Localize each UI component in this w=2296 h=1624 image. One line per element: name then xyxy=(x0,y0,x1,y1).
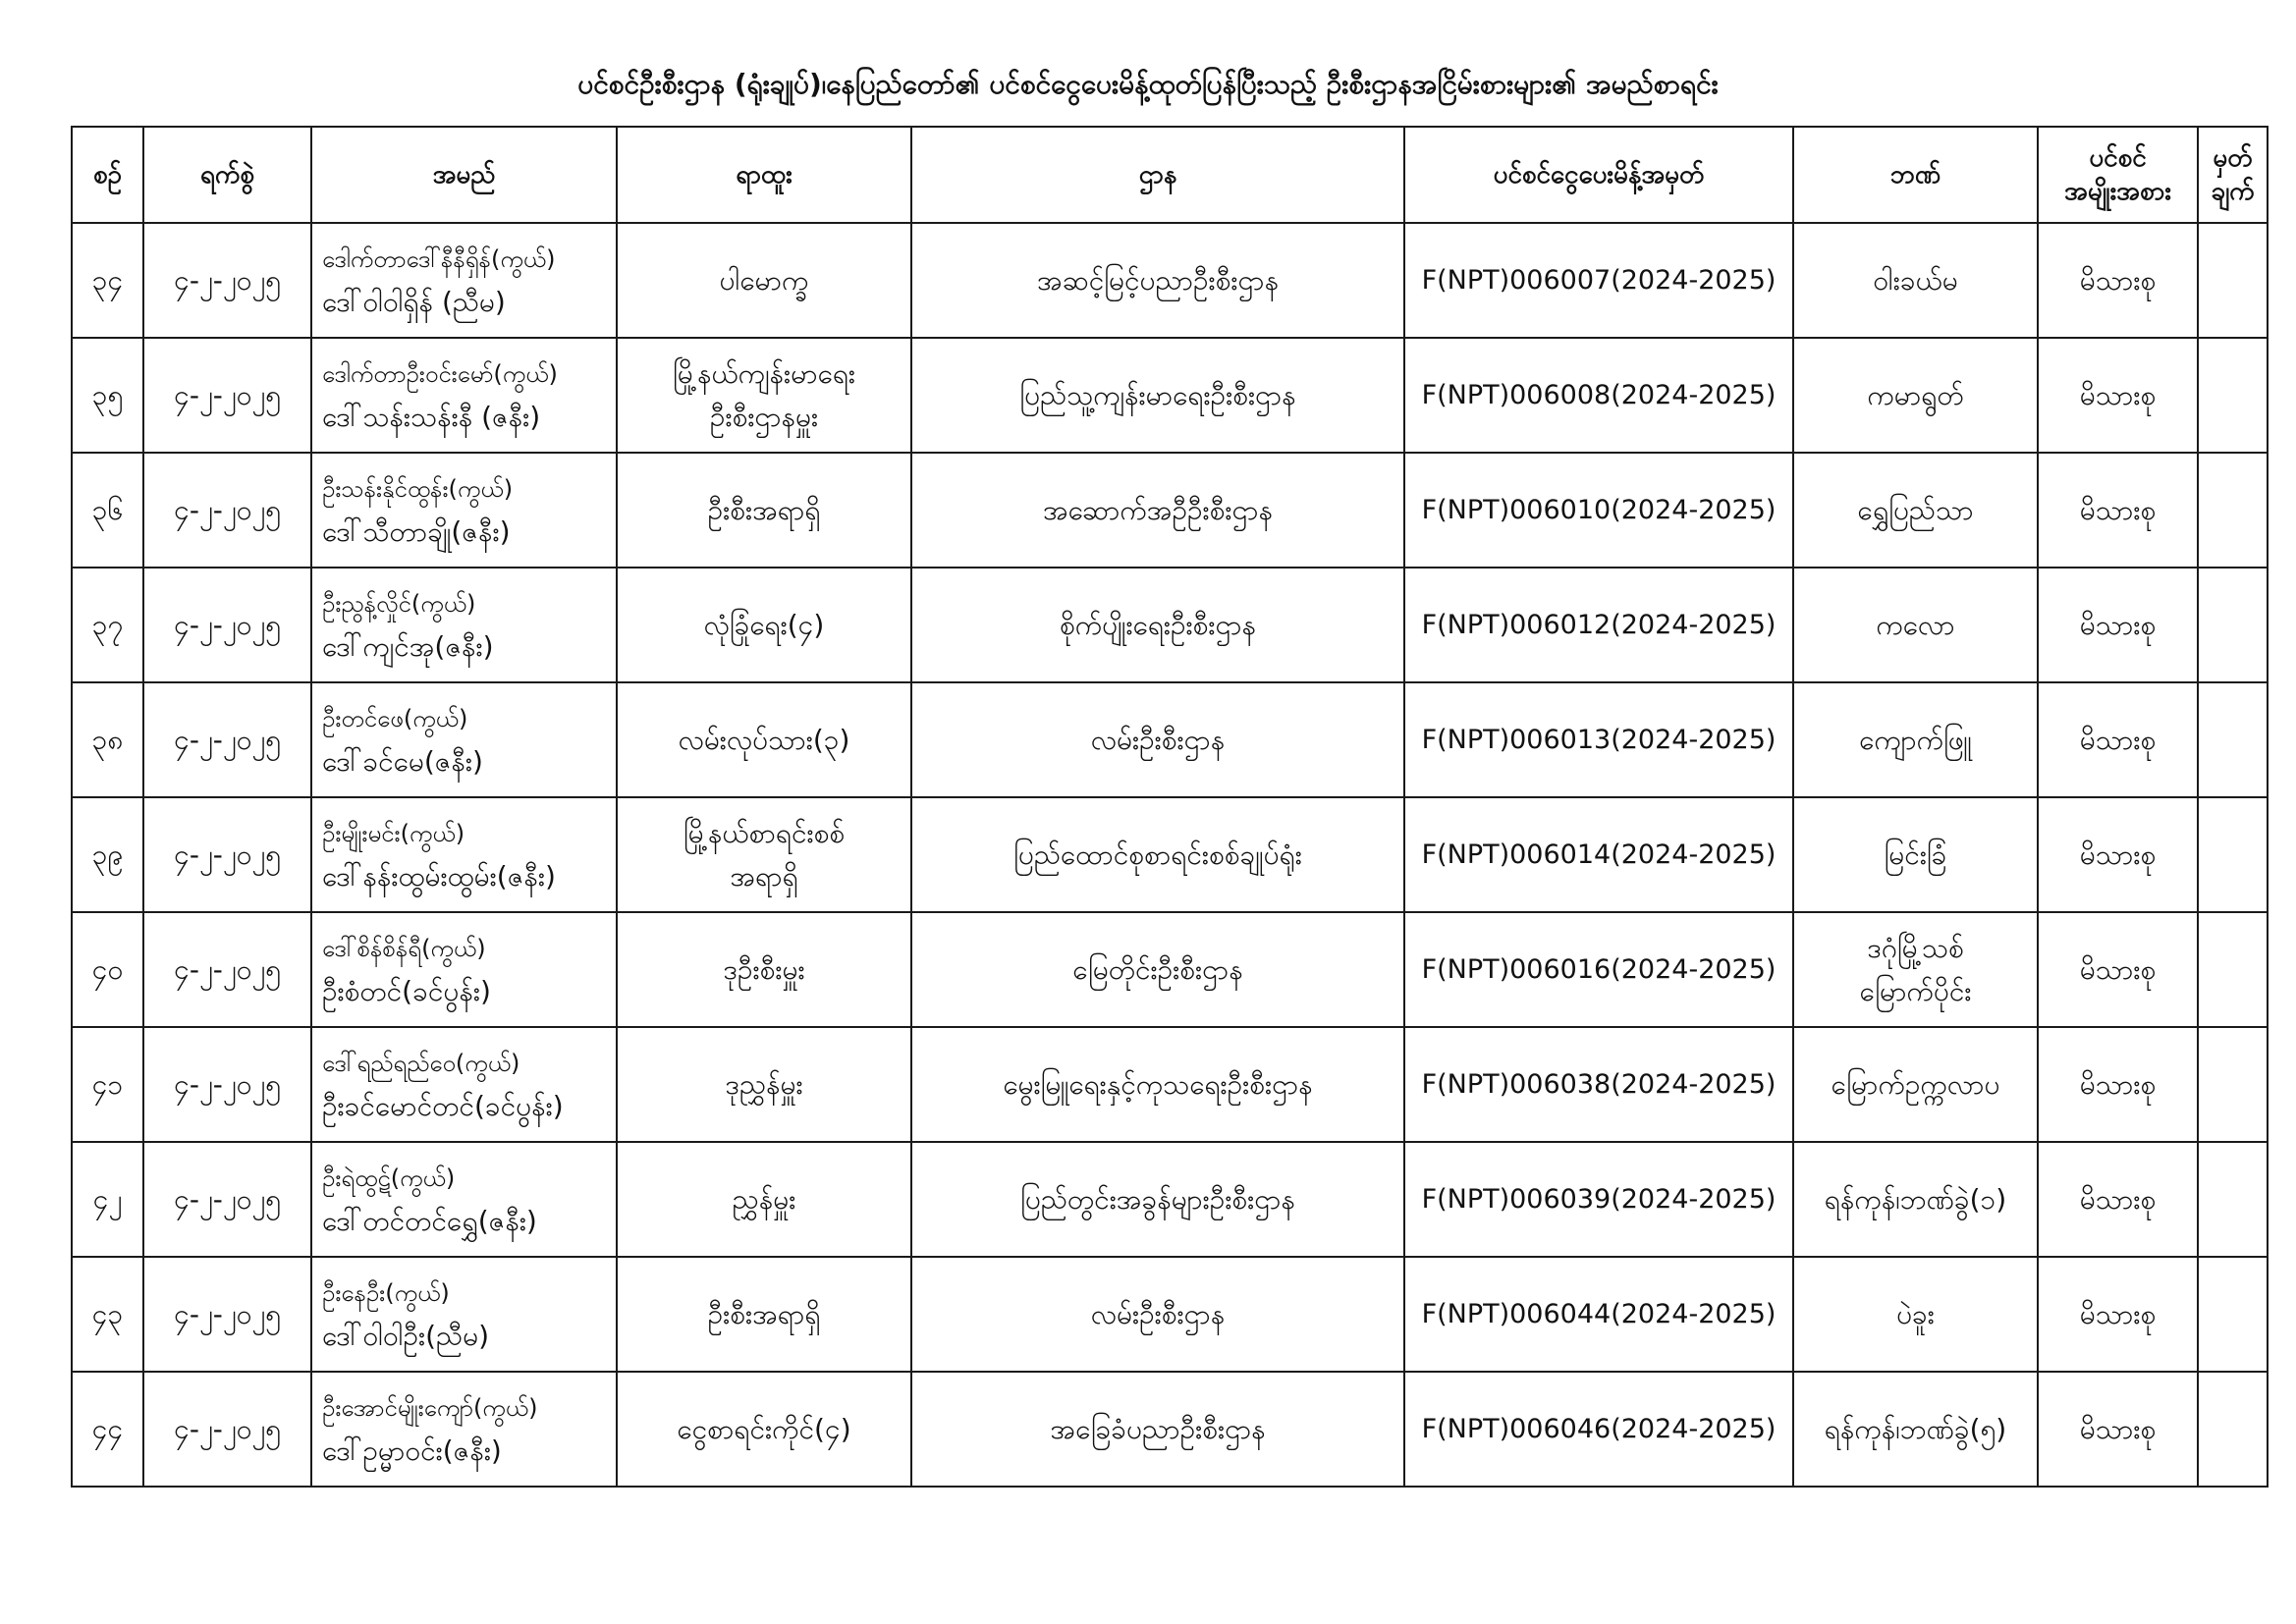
deceased-name: ဒေါက်တာဦးဝင်းမော်(ကွယ်) xyxy=(322,359,558,388)
cell-date: ၄-၂-၂၀၂၅ xyxy=(143,682,311,797)
table-row xyxy=(72,338,2268,453)
bank-line1: ပဲခူး xyxy=(1896,1297,1935,1330)
bank-line1: ဒဂုံမြို့သစ် xyxy=(1867,931,1964,964)
table-row xyxy=(72,682,2268,797)
cell-license: F(NPT)006044(2024-2025) xyxy=(1404,1257,1793,1372)
cell-date: ၄-၂-၂၀၂၅ xyxy=(143,797,311,912)
col-header-type-line2: အမျိုးအစား xyxy=(2064,177,2171,206)
cell-date: ၄-၂-၂၀၂၅ xyxy=(143,1142,311,1257)
cell-remark xyxy=(2198,223,2268,338)
rank-line1: ဦးစီးအရာရှိ xyxy=(707,1297,821,1330)
cell-bank xyxy=(1793,338,2038,453)
cell-type: မိသားစု xyxy=(2038,682,2198,797)
cell-type: မိသားစု xyxy=(2038,797,2198,912)
cell-license: F(NPT)006039(2024-2025) xyxy=(1404,1142,1793,1257)
cell-bank xyxy=(1793,1142,2038,1257)
rank-line2: အရာရှိ xyxy=(730,859,798,893)
cell-type: မိသားစု xyxy=(2038,1372,2198,1487)
rank-line2: ဦးစီးဌာနမှူး xyxy=(709,400,819,433)
cell-date: ၄-၂-၂၀၂၅ xyxy=(143,1257,311,1372)
cell-name xyxy=(311,1372,617,1487)
deceased-name: ဦးမျိုးမင်း(ကွယ်) xyxy=(322,819,465,847)
cell-rank xyxy=(617,1372,911,1487)
bank-line1: ရန်ကုန်၊ဘဏ်ခွဲ(၅) xyxy=(1824,1412,2007,1445)
table-row xyxy=(72,1372,2268,1487)
beneficiary-name: ဒေါ်သန်းသန်းနီ (ဇနီး) xyxy=(322,400,541,433)
cell-license: F(NPT)006012(2024-2025) xyxy=(1404,568,1793,682)
cell-name xyxy=(311,568,617,682)
table-row xyxy=(72,568,2268,682)
col-header-date: ရက်စွဲ xyxy=(143,127,311,223)
col-header-department: ဌာန xyxy=(911,127,1404,223)
cell-rank xyxy=(617,338,911,453)
cell-license: F(NPT)006016(2024-2025) xyxy=(1404,912,1793,1027)
cell-remark xyxy=(2198,1142,2268,1257)
col-header-license: ပင်စင်ငွေပေးမိန့်အမှတ် xyxy=(1404,127,1793,223)
rank-line1: ဦးစီးအရာရှိ xyxy=(707,493,821,526)
beneficiary-name: ဒေါ်နန်းထွမ်းထွမ်း(ဇနီး) xyxy=(322,859,556,893)
beneficiary-name: ဒေါ်တင်တင်ရွှေ(ဇနီး) xyxy=(322,1204,537,1237)
cell-type: မိသားစု xyxy=(2038,453,2198,568)
rank-line1: မြို့နယ်စာရင်းစစ် xyxy=(683,816,846,849)
cell-rank xyxy=(617,568,911,682)
deceased-name: ဦးအောင်မျိုးကျော်(ကွယ်) xyxy=(322,1393,538,1422)
cell-type: မိသားစု xyxy=(2038,1142,2198,1257)
pensioner-table xyxy=(71,126,2269,1488)
cell-remark xyxy=(2198,1027,2268,1142)
cell-remark xyxy=(2198,453,2268,568)
deceased-name: ဦးညွန့်လှိုင်(ကွယ်) xyxy=(322,589,476,618)
cell-bank xyxy=(1793,223,2038,338)
cell-department: အဆင့်မြင့်ပညာဦးစီးဌာန xyxy=(911,223,1404,338)
table-row xyxy=(72,797,2268,912)
col-header-no: စဉ် xyxy=(72,127,143,223)
col-header-type xyxy=(2038,127,2198,223)
cell-remark xyxy=(2198,1257,2268,1372)
cell-department: ပြည်သူ့ကျန်းမာရေးဦးစီးဌာန xyxy=(911,338,1404,453)
cell-bank xyxy=(1793,1257,2038,1372)
bank-line1: ကျောက်ဖြူ xyxy=(1859,723,1972,756)
cell-date: ၄-၂-၂၀၂၅ xyxy=(143,1027,311,1142)
col-header-remark xyxy=(2198,127,2268,223)
cell-date: ၄-၂-၂၀၂၅ xyxy=(143,338,311,453)
cell-department: မြေတိုင်းဦးစီးဌာန xyxy=(911,912,1404,1027)
cell-rank xyxy=(617,912,911,1027)
cell-license: F(NPT)006014(2024-2025) xyxy=(1404,797,1793,912)
cell-type: မိသားစု xyxy=(2038,338,2198,453)
rank-line1: လုံခြုံရေး(၄) xyxy=(703,608,825,641)
cell-department: စိုက်ပျိုးရေးဦးစီးဌာန xyxy=(911,568,1404,682)
deceased-name: ဦးသန်းနိုင်ထွန်း(ကွယ်) xyxy=(322,474,514,503)
cell-name xyxy=(311,1257,617,1372)
beneficiary-name: ဒေါ်ဝါဝါဦး(ညီမ) xyxy=(322,1319,490,1352)
cell-name xyxy=(311,912,617,1027)
cell-no: ၃၈ xyxy=(72,682,143,797)
bank-line1: ကမာရွတ် xyxy=(1867,378,1964,411)
cell-no: ၄၀ xyxy=(72,912,143,1027)
deceased-name: ဦးတင်ဖေ(ကွယ်) xyxy=(322,704,468,732)
table-row xyxy=(72,1142,2268,1257)
cell-date: ၄-၂-၂၀၂၅ xyxy=(143,912,311,1027)
table-row xyxy=(72,1027,2268,1142)
cell-type: မိသားစု xyxy=(2038,1257,2198,1372)
beneficiary-name: ဦးစံတင်(ခင်ပွန်း) xyxy=(322,974,491,1007)
cell-no: ၃၄ xyxy=(72,223,143,338)
cell-remark xyxy=(2198,338,2268,453)
cell-remark xyxy=(2198,912,2268,1027)
col-header-type-line1: ပင်စင် xyxy=(2089,143,2147,173)
rank-line1: ပါမောက္ခ xyxy=(719,263,809,297)
cell-rank xyxy=(617,797,911,912)
rank-line1: လမ်းလုပ်သား(၃) xyxy=(678,723,850,756)
col-header-name: အမည် xyxy=(311,127,617,223)
cell-department: ပြည်တွင်းအခွန်များဦးစီးဌာန xyxy=(911,1142,1404,1257)
beneficiary-name: ဒေါ်ဥမ္မာဝင်း(ဇနီး) xyxy=(322,1434,502,1467)
cell-no: ၃၅ xyxy=(72,338,143,453)
cell-license: F(NPT)006007(2024-2025) xyxy=(1404,223,1793,338)
cell-no: ၄၃ xyxy=(72,1257,143,1372)
cell-bank xyxy=(1793,797,2038,912)
deceased-name: ဒေါ်ရည်ရည်ဝေ(ကွယ်) xyxy=(322,1049,520,1077)
cell-bank xyxy=(1793,682,2038,797)
cell-name xyxy=(311,1027,617,1142)
rank-line1: ဒုဦးစီးမှူး xyxy=(723,952,805,986)
cell-department: မွေးမြူရေးနှင့်ကုသရေးဦးစီးဌာန xyxy=(911,1027,1404,1142)
rank-line1: ငွေစာရင်းကိုင်(၄) xyxy=(677,1412,851,1445)
cell-license: F(NPT)006038(2024-2025) xyxy=(1404,1027,1793,1142)
cell-department: လမ်းဦးစီးဌာန xyxy=(911,1257,1404,1372)
cell-license: F(NPT)006010(2024-2025) xyxy=(1404,453,1793,568)
cell-department: အခြေခံပညာဦးစီးဌာန xyxy=(911,1372,1404,1487)
cell-rank xyxy=(617,1142,911,1257)
cell-rank xyxy=(617,1027,911,1142)
col-header-remark-line1: မှတ် xyxy=(2213,143,2253,173)
bank-line1: ဝါးခယ်မ xyxy=(1873,263,1958,297)
table-body xyxy=(72,223,2268,1487)
bank-line1: မြောက်ဥက္ကလာပ xyxy=(1831,1067,2000,1101)
bank-line1: ကလော xyxy=(1876,608,1955,641)
bank-line1: မြင်းခြံ xyxy=(1884,838,1947,871)
cell-no: ၄၁ xyxy=(72,1027,143,1142)
table-row xyxy=(72,223,2268,338)
cell-name xyxy=(311,682,617,797)
cell-type: မိသားစု xyxy=(2038,568,2198,682)
cell-name xyxy=(311,1142,617,1257)
cell-rank xyxy=(617,223,911,338)
cell-no: ၃၇ xyxy=(72,568,143,682)
cell-name xyxy=(311,338,617,453)
cell-type: မိသားစု xyxy=(2038,1027,2198,1142)
beneficiary-name: ဒေါ်သီတာချို(ဇနီး) xyxy=(322,514,511,548)
cell-type: မိသားစု xyxy=(2038,912,2198,1027)
cell-department: အဆောက်အဦဦးစီးဌာန xyxy=(911,453,1404,568)
cell-no: ၄၄ xyxy=(72,1372,143,1487)
col-header-bank: ဘဏ် xyxy=(1793,127,2038,223)
cell-rank xyxy=(617,682,911,797)
cell-name xyxy=(311,223,617,338)
cell-date: ၄-၂-၂၀၂၅ xyxy=(143,453,311,568)
cell-rank xyxy=(617,453,911,568)
col-header-remark-line2: ချက် xyxy=(2211,177,2255,206)
cell-no: ၄၂ xyxy=(72,1142,143,1257)
deceased-name: ဦးရဲထွဋ်(ကွယ်) xyxy=(322,1164,456,1192)
beneficiary-name: ဒေါ်ကျင်အု(ဇနီး) xyxy=(322,629,494,663)
cell-remark xyxy=(2198,1372,2268,1487)
deceased-name: ဦးနေဦး(ကွယ်) xyxy=(322,1278,450,1307)
cell-remark xyxy=(2198,682,2268,797)
cell-license: F(NPT)006046(2024-2025) xyxy=(1404,1372,1793,1487)
bank-line1: ရန်ကုန်၊ဘဏ်ခွဲ(၁) xyxy=(1824,1182,2007,1216)
beneficiary-name: ဦးခင်မောင်တင်(ခင်ပွန်း) xyxy=(322,1089,564,1122)
cell-license: F(NPT)006013(2024-2025) xyxy=(1404,682,1793,797)
cell-date: ၄-၂-၂၀၂၅ xyxy=(143,1372,311,1487)
rank-line1: မြို့နယ်ကျန်းမာရေး xyxy=(672,356,856,390)
cell-bank xyxy=(1793,1372,2038,1487)
bank-line1: ရွှေပြည်သာ xyxy=(1857,493,1974,526)
cell-date: ၄-၂-၂၀၂၅ xyxy=(143,568,311,682)
cell-date: ၄-၂-၂၀၂၅ xyxy=(143,223,311,338)
rank-line1: ညွှန်မှူး xyxy=(732,1182,796,1216)
cell-name xyxy=(311,453,617,568)
cell-type: မိသားစု xyxy=(2038,223,2198,338)
cell-bank xyxy=(1793,912,2038,1027)
beneficiary-name: ဒေါ်ခင်မေ(ဇနီး) xyxy=(322,744,483,778)
bank-line2: မြောက်ပိုင်း xyxy=(1859,974,1972,1007)
page-title: ပင်စင်ဦးစီးဌာန (ရုံးချုပ်)၊နေပြည်တော်၏ ပင်စင်ငွေပေးမိန့်ထုတ်ပြန်ပြီးသည့် ဦးစီးဌာနအငြိမ်းစားများ၏ အမည်စာရင်း xyxy=(577,68,1719,100)
cell-bank xyxy=(1793,568,2038,682)
col-header-rank: ရာထူး xyxy=(617,127,911,223)
table-header-row xyxy=(72,127,2268,223)
deceased-name: ဒေါက်တာဒေါ်နီနီရှိန်(ကွယ်) xyxy=(322,244,556,273)
cell-department: ပြည်ထောင်စုစာရင်းစစ်ချုပ်ရုံး xyxy=(911,797,1404,912)
table-row xyxy=(72,1257,2268,1372)
cell-remark xyxy=(2198,568,2268,682)
rank-line1: ဒုညွှန်မှူး xyxy=(725,1067,803,1101)
cell-license: F(NPT)006008(2024-2025) xyxy=(1404,338,1793,453)
table-row xyxy=(72,453,2268,568)
cell-no: ၃၉ xyxy=(72,797,143,912)
beneficiary-name: ဒေါ်ဝါဝါရှိန် (ညီမ) xyxy=(322,285,506,318)
cell-name xyxy=(311,797,617,912)
table-row xyxy=(72,912,2268,1027)
cell-bank xyxy=(1793,1027,2038,1142)
cell-bank xyxy=(1793,453,2038,568)
cell-remark xyxy=(2198,797,2268,912)
deceased-name: ဒေါ်စိန်စိန်ရီ(ကွယ်) xyxy=(322,934,486,962)
cell-department: လမ်းဦးစီးဌာန xyxy=(911,682,1404,797)
cell-no: ၃၆ xyxy=(72,453,143,568)
cell-rank xyxy=(617,1257,911,1372)
